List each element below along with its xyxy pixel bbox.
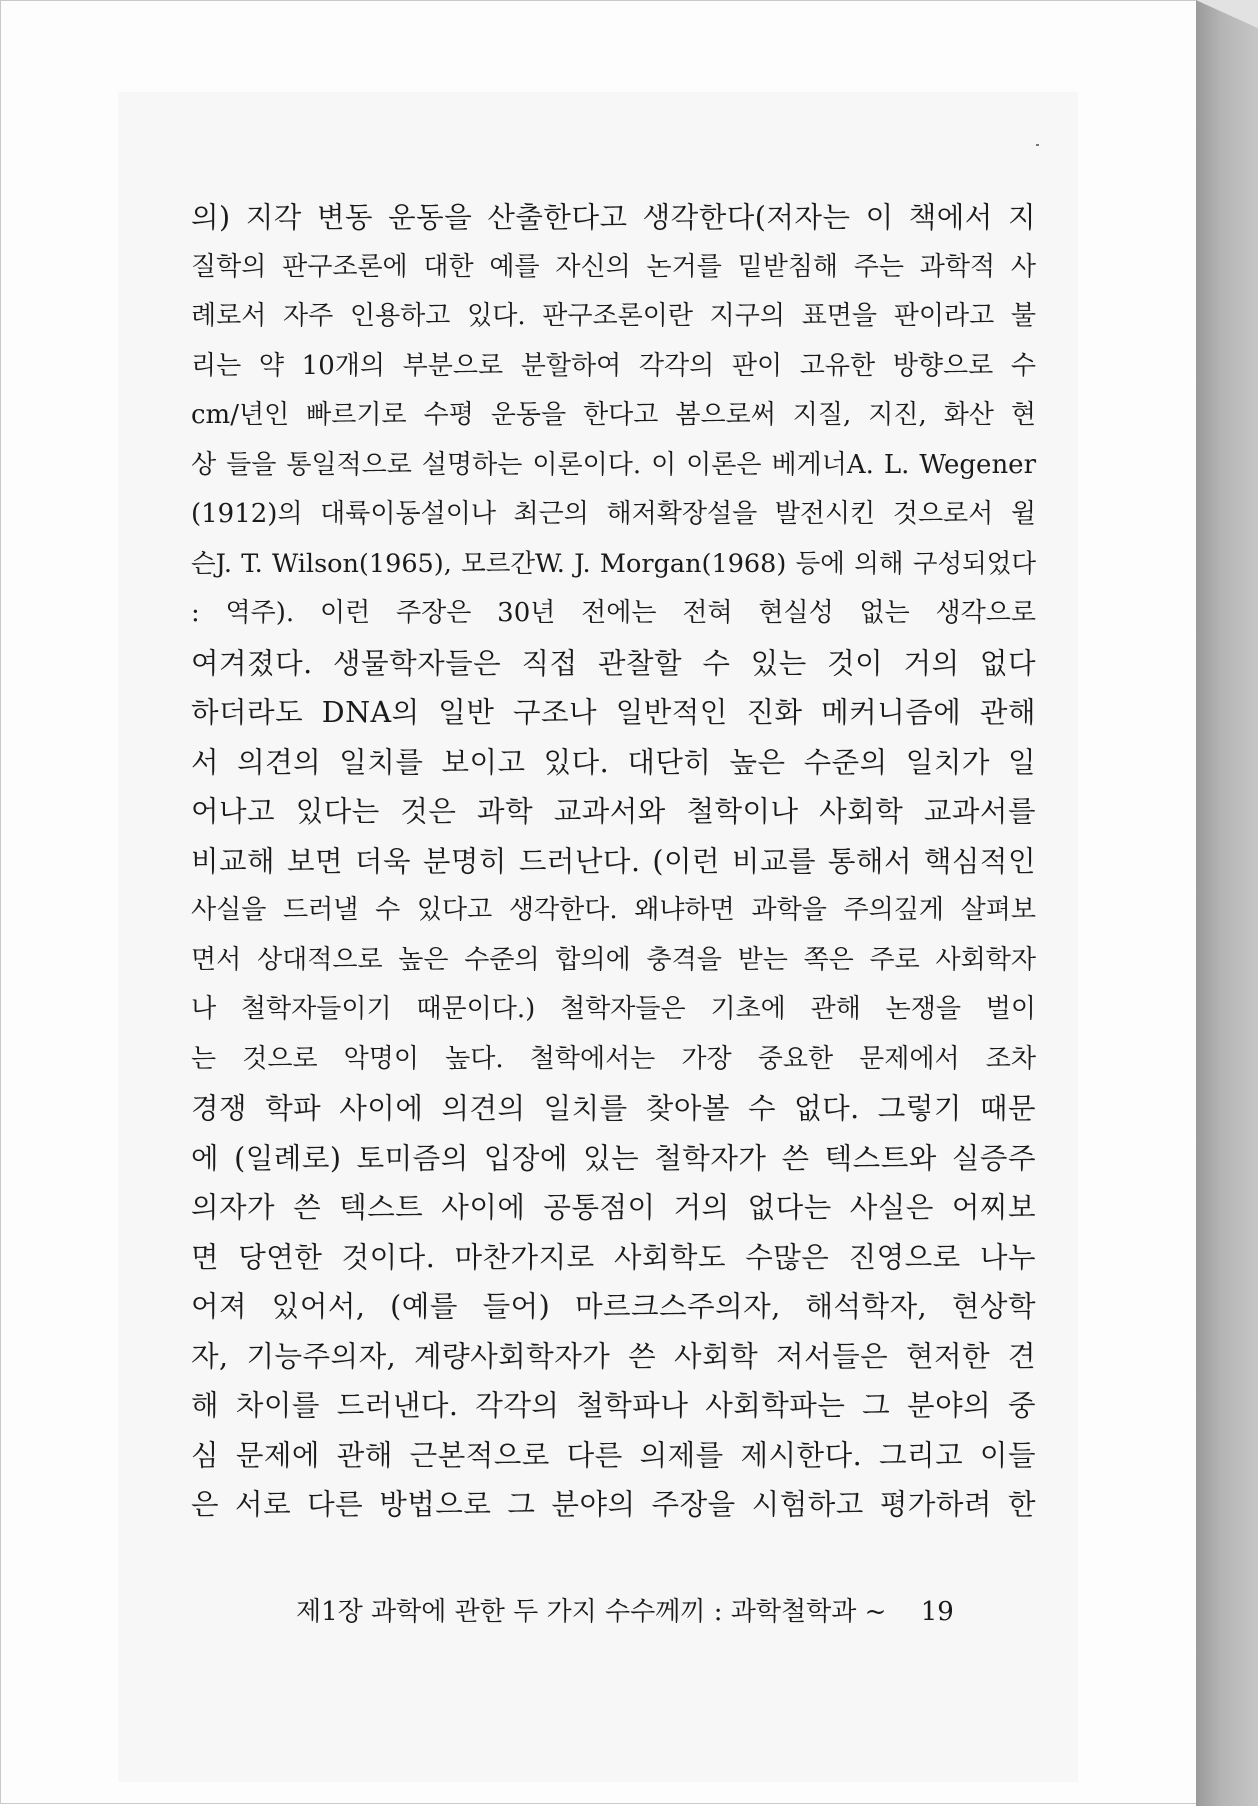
page-stack-edge <box>1196 0 1258 1806</box>
text-line: 상 들을 통일적으로 설명하는 이론이다. 이 이론은 베게너A. L. Wegener <box>191 449 1036 480</box>
text-line: 사실을 드러낼 수 있다고 생각한다. 왜냐하면 과학을 주의깊게 살펴보 <box>191 895 1036 925</box>
text-line: 는 것으로 악명이 높다. 철학에서는 가장 중요한 문제에서 조차 <box>191 1043 1036 1074</box>
text-line: 어져 있어서, (예를 들어) 마르크스주의자, 해석학자, 현상학 <box>191 1290 1036 1323</box>
text-line: 면서 상대적으로 높은 수준의 합의에 충격을 받는 쪽은 주로 사회학자 <box>191 944 1036 975</box>
text-line: 경쟁 학파 사이에 의견의 일치를 찾아볼 수 없다. 그렇기 때문 <box>191 1092 1036 1125</box>
text-line: 에 (일례로) 토미즘의 입장에 있는 철학자가 쓴 텍스트와 실증주 <box>191 1141 1036 1175</box>
text-line: 슨J. T. Wilson(1965), 모르간W. J. Morgan(1968) 등에 의해 구성되었다 <box>191 548 1036 579</box>
page-footer <box>296 1591 1016 1628</box>
text-line: : 역주). 이런 주장은 30년 전에는 전혀 현실성 없는 생각으로 <box>191 598 1036 628</box>
text-line: 해 차이를 드러낸다. 각각의 철학파나 사회학파는 그 분야의 중 <box>191 1389 1036 1422</box>
text-line: 여겨졌다. 생물학자들은 직접 관찰할 수 있는 것이 거의 없다 <box>191 646 1036 680</box>
text-line: 어나고 있다는 것은 과학 교과서와 철학이나 사회학 교과서를 <box>191 795 1036 828</box>
text-line: (1912)의 대륙이동설이나 최근의 해저확장설을 발전시킨 것으로서 윌 <box>191 499 1036 529</box>
text-line: 질학의 판구조론에 대한 예를 자신의 논거를 밑받침해 주는 과학적 사 <box>191 251 1036 282</box>
text-line: 하더라도 DNA의 일반 구조나 일반적인 진화 메커니즘에 관해 <box>191 696 1036 729</box>
text-line: 심 문제에 관해 근본적으로 다른 의제를 제시한다. 그리고 이들 <box>191 1438 1036 1472</box>
text-line: 비교해 보면 더욱 분명히 드러난다. (이런 비교를 통해서 핵심적인 <box>191 844 1036 878</box>
text-line: 서 의견의 일치를 보이고 있다. 대단히 높은 수준의 일치가 일 <box>191 745 1036 779</box>
scan-speck <box>1036 144 1039 146</box>
text-line: 의) 지각 변동 운동을 산출한다고 생각한다(저자는 이 책에서 지 <box>191 201 1036 234</box>
text-line: 의자가 쓴 텍스트 사이에 공통점이 거의 없다는 사실은 어찌보 <box>191 1191 1036 1224</box>
running-title: 제1장 과학에 관한 두 가지 수수께끼 : 과학철학과 ~ <box>296 1597 887 1627</box>
text-line: 자, 기능주의자, 계량사회학자가 쓴 사회학 저서들은 현저한 견 <box>191 1339 1036 1373</box>
text-line: 나 철학자들이기 때문이다.) 철학자들은 기초에 관해 논쟁을 벌이 <box>191 994 1036 1024</box>
text-line: 리는 약 10개의 부분으로 분할하여 각각의 판이 고유한 방향으로 수 <box>191 350 1036 381</box>
page-number: 19 <box>920 1597 954 1627</box>
text-line: cm/년인 빠르기로 수평 운동을 한다고 봄으로써 지질, 지진, 화산 현 <box>191 400 1036 430</box>
text-line: 면 당연한 것이다. 마찬가지로 사회학도 수많은 진영으로 나누 <box>191 1240 1036 1274</box>
text-line: 은 서로 다른 방법으로 그 분야의 주장을 시험하고 평가하려 한 <box>191 1488 1036 1521</box>
text-line: 례로서 자주 인용하고 있다. 판구조론이란 지구의 표면을 판이라고 불 <box>191 301 1036 331</box>
body-text <box>191 193 1036 1530</box>
